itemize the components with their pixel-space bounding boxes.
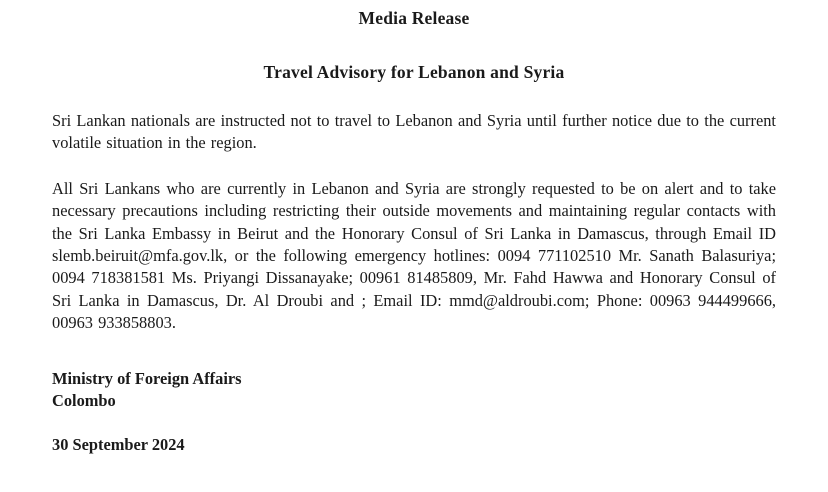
- signature-block: [52, 368, 776, 413]
- document-title: Media Release: [358, 8, 470, 28]
- document-subtitle: Travel Advisory for Lebanon and Syria: [263, 62, 565, 82]
- advisory-paragraph-2: All Sri Lankans who are currently in Lebanon and Syria are strongly requested to be on alert and to take necessary precautions including restricting their outside movements and maintaining regular contacts with the Sri Lanka Embassy in Beirut and the Honorary Consul of Sri Lanka in Damascus, through Email ID slemb.beiruit@mfa.gov.lk, or the following emergency hotlines: 0094 771102510 Mr. Sanath Balasuriya; 0094 718381581 Ms. Priyangi Dissanayake; 00961 81485809, Mr. Fahd Hawwa and Honorary Consul of Sri Lanka in Damascus, Dr. Al Droubi and ; Email ID: mmd@aldroubi.com; Phone: 00963 944499666, 00963 933858803.: [52, 178, 776, 333]
- signature-city: Colombo: [52, 391, 116, 411]
- document-date: 30 September 2024: [52, 435, 185, 455]
- signature-organization: Ministry of Foreign Affairs: [52, 368, 242, 388]
- advisory-paragraph-1: Sri Lankan nationals are instructed not to travel to Lebanon and Syria until further notice due to the current volatile situation in the region.: [52, 111, 776, 153]
